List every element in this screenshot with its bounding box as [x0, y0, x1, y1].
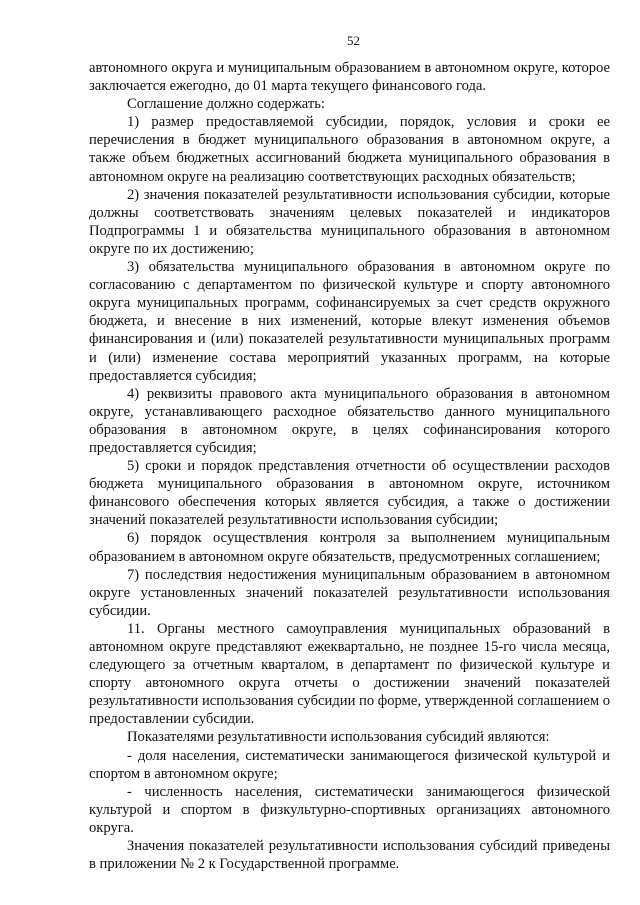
paragraph-indicator-values: Значения показателей результативности использования субсидий приведены в приложении № 2 к Государственной программе.	[89, 838, 610, 873]
paragraph-indicators-intro: Показателями результативности использования субсидий являются:	[127, 729, 550, 746]
paragraph-section-11: 11. Органы местного самоуправления муниципальных образований в автономном округе представляют ежеквартально, не позднее 15-го числа месяца, следующего за отчетным кварталом, в департамент по физической культуре и спорту автономного округа отчеты о достижении значений показателей результативности использования субсидии по форме, утвержденной соглашением о предоставлении субсидии.	[89, 620, 611, 728]
paragraph-item-7: 7) последствия недостижения муниципальным образованием в автономном округе установленных значений показателей результативности использования субсидии.	[89, 566, 610, 619]
paragraph-item-4: 4) реквизиты правового акта муниципального образования в автономном округе, устанавливающего расходное обязательство данного муниципального образования в автономном округе, в целях софинансирования которого предоставляется субсидия;	[89, 385, 610, 456]
paragraph-item-6: 6) порядок осуществления контроля за выполнением муниципальным образованием в автономном округе обязательств, предусмотренных соглашением;	[89, 530, 610, 565]
paragraph-agreement-intro: Соглашение должно содержать:	[127, 96, 325, 113]
paragraph-indicator-1: - доля населения, систематически занимающегося физической культурой и спортом в автономном округе;	[89, 747, 610, 782]
paragraph-item-5: 5) сроки и порядок представления отчетности об осуществлении расходов бюджета муниципального образования в автономном округе, источником финансового обеспечения которых является субсидия, а также о достижении значений показателей результативности использования субсидии;	[89, 458, 610, 529]
paragraph-continuation: автономного округа и муниципальным образованием в автономном округе, которое заключается ежегодно, до 01 марта текущего финансового года.	[89, 60, 610, 95]
paragraph-item-2: 2) значения показателей результативности использования субсидии, которые должны соответствовать значениям целевых показателей и индикаторов Подпрограммы 1 и обязательства муниципального образования в автономном округе по их достижению;	[89, 186, 610, 257]
document-body	[89, 59, 610, 873]
paragraph-indicator-2: - численность населения, систематически занимающегося физической культурой и спортом в физкультурно-спортивных организациях автономного округа.	[89, 783, 610, 836]
paragraph-item-3: 3) обязательства муниципального образования в автономном округе по согласованию с департаментом по физической культуре и спорту автономного округа муниципальных программ, софинансируемых за счет средств окружного бюджета, и внесение в них изменений, которые влекут изменения объемов финансирования и (или) показателей результативности муниципальных программ и (или) изменение состава мероприятий указанных программ, на которые предоставляется субсидия;	[89, 259, 610, 384]
paragraph-item-1: 1) размер предоставляемой субсидии, порядок, условия и сроки ее перечисления в бюджет муниципального образования в автономном округе, а также объем бюджетных ассигнований бюджета муниципального образования в автономном округе на реализацию соответствующих расходных обязательств;	[89, 114, 610, 185]
page-number: 52	[347, 33, 360, 48]
